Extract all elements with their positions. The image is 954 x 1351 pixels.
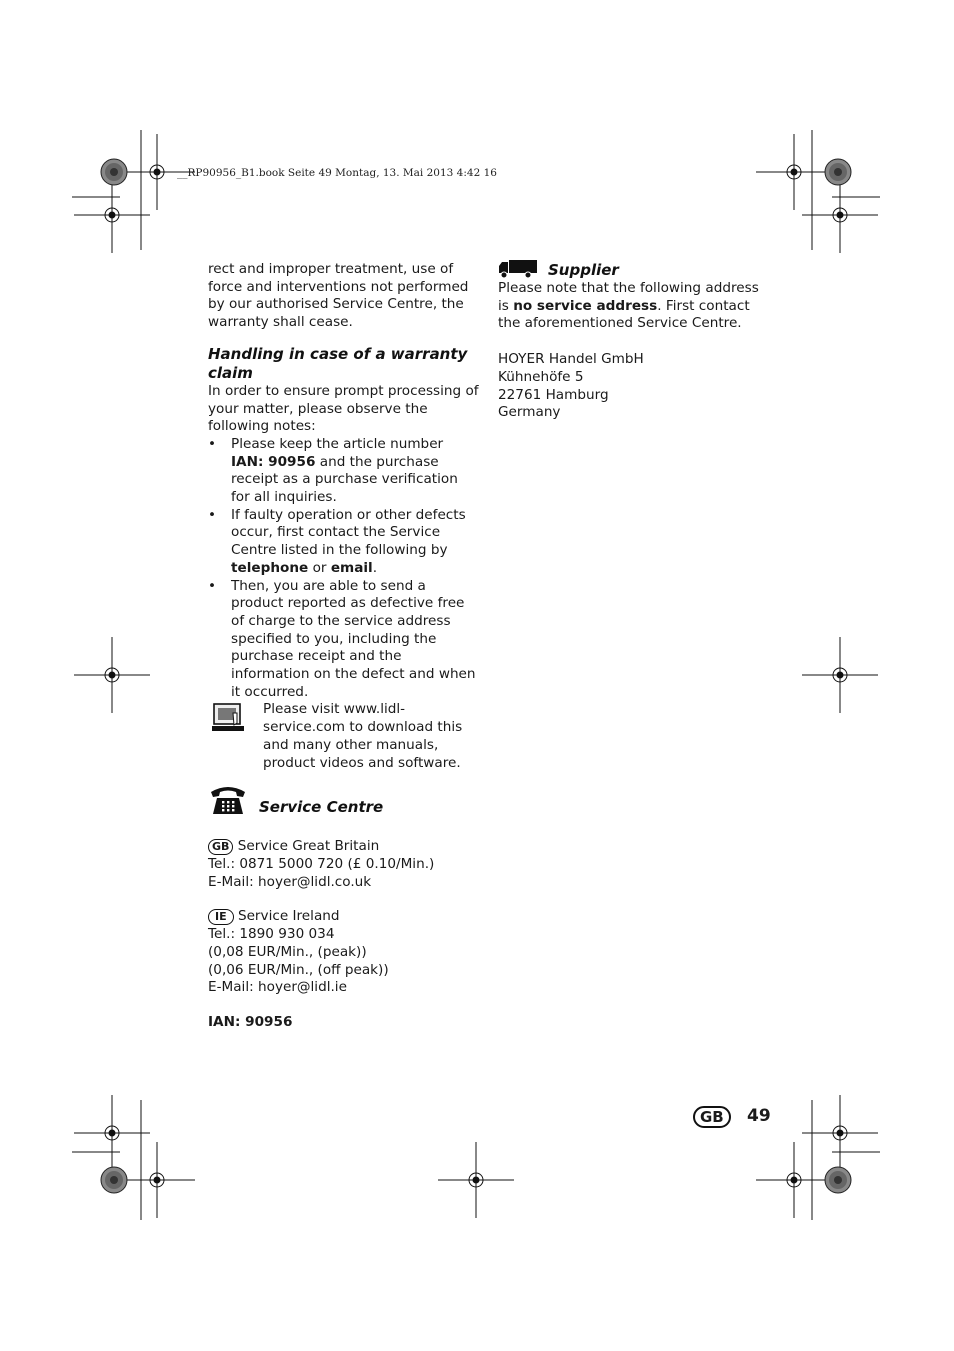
registration-cross-icon xyxy=(756,134,832,210)
registration-cross-icon xyxy=(438,1142,514,1218)
gb-service-block xyxy=(208,838,480,891)
address-line: 22761 Hamburg xyxy=(498,386,609,403)
supplier-heading-row xyxy=(498,261,770,280)
supplier-note: Please note that the following address is no service address. First contact the aforementioned Service Centre. xyxy=(498,280,759,332)
registration-cross-icon xyxy=(756,1142,832,1218)
registration-cross-icon xyxy=(802,637,878,713)
registration-cross-icon xyxy=(802,1095,878,1171)
address-line: Kühnehöfe 5 xyxy=(498,368,584,385)
registration-cross-icon xyxy=(74,177,150,253)
intro-paragraph: rect and improper treatment, use of force and interventions not performed by our authorised Service Centre, the warranty shall cease. xyxy=(208,261,469,331)
ie-service-email: E-Mail: hoyer@lidl.ie xyxy=(208,979,347,996)
list-item: • Then, you are able to send a product reported as defective free of charge to the service address specified to you, including the purchase receipt and the information on the defect and when it occurred. xyxy=(208,578,480,702)
service-centre-heading-row xyxy=(208,784,480,820)
ie-service-block xyxy=(208,908,480,997)
web-note xyxy=(208,701,480,772)
ie-flag-badge: IE xyxy=(208,909,234,925)
ie-service-tel: Tel.: 1890 930 034 xyxy=(208,926,335,943)
telephone-icon xyxy=(209,784,247,816)
warranty-heading: Handling in case of a warranty claim xyxy=(208,344,468,382)
gb-service-tel: Tel.: 0871 5000 720 (£ 0.10/Min.) xyxy=(208,855,435,872)
warranty-intro: In order to ensure prompt processing of your matter, please observe the following notes: xyxy=(208,382,479,435)
ie-service-rate-peak: (0,08 EUR/Min., (peak)) xyxy=(208,943,367,960)
ie-service-name: Service Ireland xyxy=(237,908,340,925)
computer-icon xyxy=(211,701,245,735)
registration-star-icon xyxy=(101,1167,127,1193)
left-column xyxy=(208,261,480,1032)
gb-service-name: Service Great Britain xyxy=(237,838,380,855)
gb-flag-badge: GB xyxy=(208,839,233,855)
ie-service-rate-offpeak: (0,06 EUR/Min., (off peak)) xyxy=(208,961,389,978)
supplier-address xyxy=(498,351,770,422)
truck-icon xyxy=(498,259,538,279)
address-line: HOYER Handel GmbH xyxy=(498,351,644,368)
print-header-line: __RP90956_B1.book Seite 49 Montag, 13. Mai 2013 4:42 16 xyxy=(177,167,497,179)
supplier-heading: Supplier xyxy=(548,261,619,279)
registration-cross-icon xyxy=(802,177,878,253)
web-note-text: Please visit www.lidl-service.com to download this and many other manuals, product videos and software. xyxy=(263,701,463,771)
registration-star-icon xyxy=(825,159,851,185)
registration-cross-icon xyxy=(74,637,150,713)
registration-star-icon xyxy=(825,1167,851,1193)
registration-star-icon xyxy=(101,159,127,185)
registration-cross-icon xyxy=(119,1142,195,1218)
right-column xyxy=(498,261,770,422)
country-badge: GB xyxy=(693,1106,731,1128)
list-item: • If faulty operation or other defects occur, first contact the Service Centre listed in the following by telephone or email. xyxy=(208,507,480,578)
service-centre-heading: Service Centre xyxy=(259,798,384,817)
gb-service-email: E-Mail: hoyer@lidl.co.uk xyxy=(208,873,372,890)
ian-number: IAN: 90956 xyxy=(208,1013,293,1030)
list-item: • Please keep the article number IAN: 90956 and the purchase receipt as a purchase verification for all inquiries. xyxy=(208,436,480,507)
registration-cross-icon xyxy=(74,1095,150,1171)
page-number: 49 xyxy=(747,1106,771,1126)
address-line: Germany xyxy=(498,404,561,421)
warranty-bullet-list xyxy=(208,436,480,702)
